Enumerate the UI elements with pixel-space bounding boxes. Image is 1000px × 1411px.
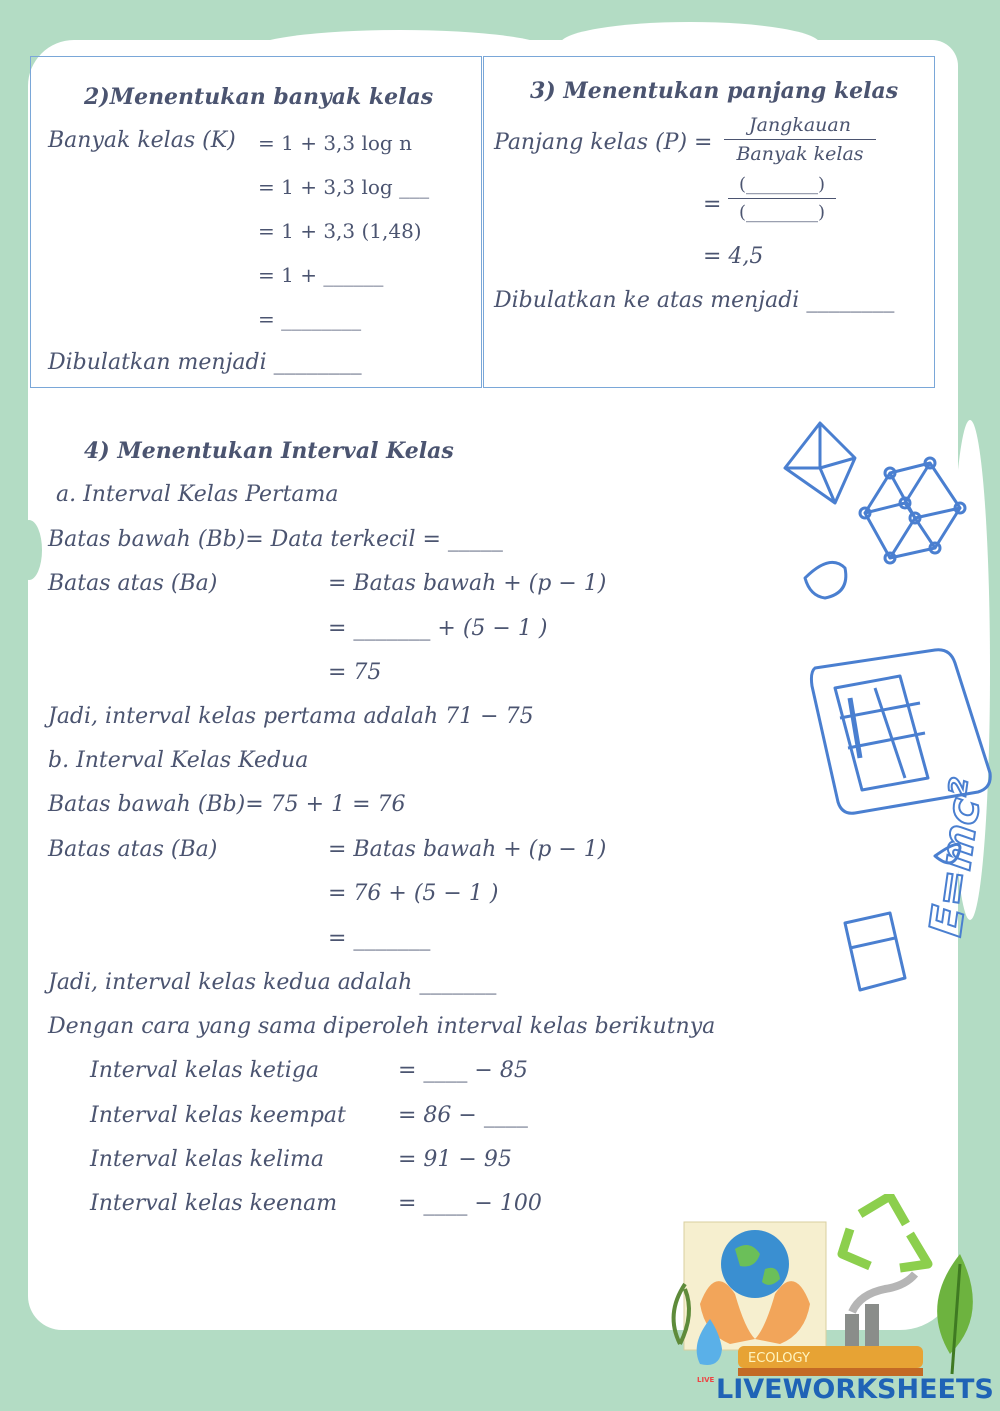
section2-expr-5: = ________ xyxy=(258,307,362,331)
fraction-denominator: Banyak kelas xyxy=(736,143,864,165)
part-a-lower: Batas bawah (Bb)= Data terkecil = _____ xyxy=(48,527,503,552)
fraction-numerator: Jangkauan xyxy=(749,114,851,136)
interval-6-value: = ____ − 100 xyxy=(398,1191,542,1216)
section2-expr-2: = 1 + 3,3 log ___ xyxy=(258,175,430,199)
section2-rounded: Dibulatkan menjadi ________ xyxy=(48,350,362,375)
part-b-lower: Batas bawah (Bb)= 75 + 1 = 76 xyxy=(48,792,406,817)
part-b-upper-2: = 76 + (5 − 1 ) xyxy=(328,881,499,906)
part-b-title: b. Interval Kelas Kedua xyxy=(48,748,309,773)
part-b-upper-1: = Batas bawah + (p − 1) xyxy=(328,837,607,862)
math-doodles-icon xyxy=(780,418,1000,1038)
interval-4-label: Interval kelas keempat xyxy=(90,1103,346,1128)
section2-expr-1: = 1 + 3,3 log n xyxy=(258,131,412,155)
section2-label: Banyak kelas (K) xyxy=(48,128,236,153)
part-b-upper-label: Batas atas (Ba) xyxy=(48,837,218,862)
watermark-logo[interactable]: LIVEWORKSHEETS xyxy=(716,1374,994,1405)
part-a-title: a. Interval Kelas Pertama xyxy=(56,482,339,507)
blank-numerator-input[interactable]: (________) xyxy=(738,174,826,195)
interval-3-value: = ____ − 85 xyxy=(398,1058,528,1083)
fraction-line xyxy=(728,198,836,199)
ecology-illustration-icon xyxy=(660,1194,1000,1384)
section3-blank-fraction xyxy=(728,174,836,223)
method-text: Dengan cara yang sama diperoleh interval kelas berikutnya xyxy=(48,1014,716,1039)
part-a-upper-label: Batas atas (Ba) xyxy=(48,571,218,596)
section3-box xyxy=(483,56,935,388)
interval-6-label: Interval kelas keenam xyxy=(90,1191,338,1216)
interval-3-label: Interval kelas ketiga xyxy=(90,1058,320,1083)
watermark-tag: LIVE xyxy=(697,1376,715,1384)
section3-label: Panjang kelas (P) = xyxy=(494,130,713,155)
section4-heading: 4) Menentukan Interval Kelas xyxy=(84,438,454,464)
formula-text: E=mc² xyxy=(920,775,993,940)
section2-expr-3: = 1 + 3,3 (1,48) xyxy=(258,219,422,243)
part-b-upper-3: = _______ xyxy=(328,926,431,951)
fraction-line xyxy=(724,139,876,140)
section2-heading: 2)Menentukan banyak kelas xyxy=(84,84,434,110)
book-label: ECOLOGY xyxy=(748,1351,810,1366)
interval-5-value: = 91 − 95 xyxy=(398,1147,512,1172)
blank-denominator-input[interactable]: (________) xyxy=(738,202,826,223)
part-a-upper-2: = _______ + (5 − 1 ) xyxy=(328,616,548,641)
paper-edge-gap xyxy=(16,520,42,580)
section3-fraction xyxy=(724,114,876,165)
part-b-conclusion: Jadi, interval kelas kedua adalah _______ xyxy=(48,970,497,995)
section3-rounded: Dibulatkan ke atas menjadi ________ xyxy=(494,288,895,313)
section3-eq-sign: = xyxy=(703,192,722,217)
section2-expr-4: = 1 + ______ xyxy=(258,263,384,287)
interval-5-label: Interval kelas kelima xyxy=(90,1147,324,1172)
part-a-conclusion: Jadi, interval kelas pertama adalah 71 − 75 xyxy=(48,704,534,729)
section3-result: = 4,5 xyxy=(703,244,764,269)
part-a-upper-1: = Batas bawah + (p − 1) xyxy=(328,571,607,596)
section3-heading: 3) Menentukan panjang kelas xyxy=(530,78,899,104)
interval-4-value: = 86 − ____ xyxy=(398,1103,528,1128)
part-a-upper-3: = 75 xyxy=(328,660,382,685)
